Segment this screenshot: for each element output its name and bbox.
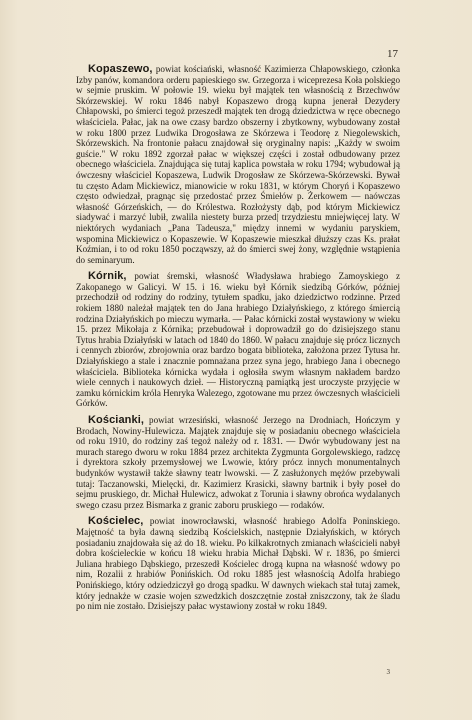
page-body [76,64,400,618]
entry-title: Kościelec, [88,515,144,528]
entry-koscianki [76,415,400,510]
entry-title: Kościanki, [88,414,145,426]
entry-kornik [76,271,400,409]
entry-title: Kopaszewo, [88,63,153,75]
entry-text: powiat inowrocławski, własność hrabiego Adolfa Poninskiego. Majętność ta była dawną siedzibą Kościelskich, następnie Działyńskich, w których posiadaniu znajdowała się aż do 18. wieku. Po kilkakrotnych zmianach właścicieli nabył dobra kościeleckie w końcu 18 wieku hrabia Michał Dąbski. W r. 1836, po śmierci Juliana hrabiego Dąbskiego, przeszedł Kościelec drogą kupna na własność wdowy po nim, Rozalii z hrabiów Ponińskich. Od roku 1885 jest własnością Adolfa hrabiego Ponińskiego, który odziedziczył go drogą spadku. W dawnych wiekach stał tutaj zamek, który jednakże w czasie wojen szwedzkich doszczętnie został zniszczony, tak że śladu po nim nie zostało. Dzisiejszy pałac wystawiony został w roku 1849. [76,516,400,612]
entry-title: Kórnik, [88,270,127,283]
entry-text: powiat śremski, własność Władysława hrabiego Zamoyskiego z Zakopanego w Galicyi. W 15. i 16. wieku był Kórnik siedzibą Górków, później przechodził od rodziny do rodziny, tytułem spadku, jako dziedzictwo rodzinne. Przed rokiem 1880 należał majątek ten do Jana hrabiego Działyńskiego, z którego śmiercią rodzina Działyńskich po mieczu wymarła. — Pałac kórnicki został wystawiony w wieku 15. przez Mikołaja z Kórnika; przebudował i doprowadził go do dzisiejszego stanu Tytus hrabia Działyński w latach od 1840 do 1860. W pałacu znajduje się prócz licznych i cennych zbiorów, zbrojownia oraz bardzo bogata biblioteka, założona przez Tytusa hr. Działyńskiego a stale i znacznie pomnażana przez syna jego, hrabiego Jana i obecnego właściciela. Biblioteka kórnicka wydała i ogłosiła swym własnym nakładem bardzo wiele cennych i naukowych dzieł. — Historyczną pamiątką jest uroczyste przyjęcie w zamku kórnickim króla Henryka Walezego, zgotowane mu przez ówczesnych właścicieli Górków. [76,271,400,409]
entry-kopaszewo [76,64,400,265]
page-number: 17 [387,48,398,60]
printer-signature-mark: 3 [386,668,390,676]
entry-text: powiat wrzesiński, własność Jerzego na Drodniach, Hończym y Brodach, Nowiny-Hulewicza. Majątek znajduje się w posiadaniu obecnego właściciela od roku 1910, do rodziny zaś tegoż należy od r. 1831. — Dwór wybudowany jest na murach starego dworu w roku 1884 przez architekta Zygmunta Gorgolewskiego, radzcę i dyrektora szkoły przemysłowej we Lwowie, który prócz innych monumentalnych budynków wystawił także sławny teatr lwowski. — Z zasłużonych mężów przebywali tutaj: Taczanowski, Mielęcki, dr. Kazimierz Krasicki, sławny bartnik i były poseł do sejmu pruskiego, dr. Michał Hulewicz, adwokat z Torunia i sławny obrońca wydalanych swego czasu przez Bismarka z granic zaboru pruskiego — rodaków. [76,415,401,510]
entry-text: powiat kościański, własność Kazimierza Chłapowskiego, członka Izby panów, komandora orderu papieskiego sw. Grzegorza i wiceprezesa Koła polskiego w sejmie pruskim. W połowie 19. wieku był majątek ten własnością z Brzechwów Skórzewskiej. W roku 1846 nabył Kopaszewo drogą kupna jenerał Dezydery Chłapowski, po śmierci tegoż przeszedł majątek ten drogą dziedzictwa w ręce obecnego właściciela. Pałac, jak na owe czasy bardzo obszerny i zbytkowny, wybudowany został w roku 1800 przez Ludwika Drogosława ze Skórzewa i Teodorę z Niegolewskich, Skórzewskich. Na frontonie pałacu znajdował się oryginalny napis: „Każdy w swoim guście." W roku 1892 zgorzał pałac w większej części i został odbudowany przez obecnego właściciela. Znajdująca się tutaj kaplica powstała w roku 1794; wybudował ją ówczesny właściciel Kopaszewa, Ludwik Drogosław ze Skórzewa-Skórzewski. Bywał tu często Adam Mickiewicz, mianowicie w roku 1831, w którym Choryń i Kopaszewo często odwiedzał, pragnąc się przedostać przez Śmiełów p. Żerkowem — naówczas własność Górzeńskich, — do Królestwa. Rozłożysty dąb, pod którym Mickiewicz siadywać i marzyć lubił, zwalila niestety burza przed| trzydziestu mniejwięcej laty. W niektórych wydaniach „Pana Tadeusza," między innemi w wydaniu paryskiem, wspomina Mickiewicz o Kopaszewie. W Kopaszewie mieszkał dłuższy czas Ks. prałat Koźmian, i to od roku 1850 począwszy, aż do śmierci swej żony, względnie wstąpienia do seminaryum. [76,64,400,265]
entry-koscielec [76,516,400,611]
